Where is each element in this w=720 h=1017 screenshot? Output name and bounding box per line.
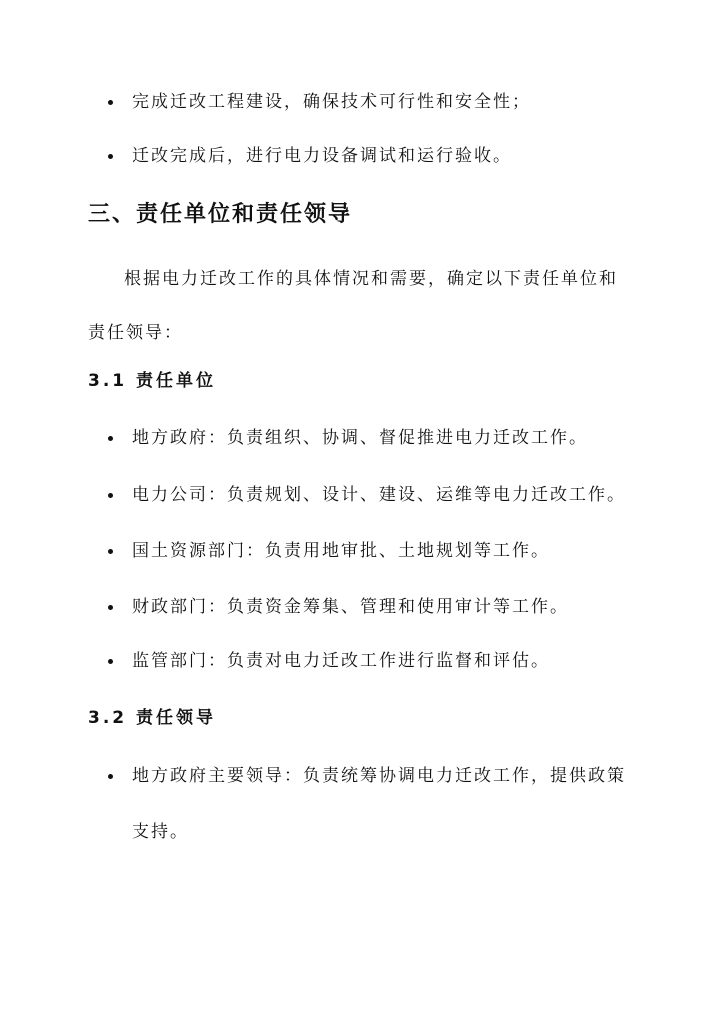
list-item-text: 电力公司：负责规划、设计、建设、运维等电力迁改工作。 [132, 485, 626, 505]
list-item [110, 128, 630, 184]
list-item [110, 579, 630, 635]
list-item [110, 748, 630, 860]
list-item-text: 完成迁改工程建设，确保技术可行性和安全性； [132, 92, 531, 112]
subsection-heading: 3.1 责任单位 [88, 371, 217, 391]
list-item-text: 迁改完成后，进行电力设备调试和运行验收。 [132, 146, 512, 166]
subsection-heading: 3.2 责任领导 [88, 708, 217, 728]
list-item-text: 监管部门：负责对电力迁改工作进行监督和评估。 [132, 651, 550, 671]
bullet-icon [108, 774, 113, 779]
bullet-icon [108, 493, 113, 498]
bullet-icon [108, 549, 113, 554]
list-item-text: 国土资源部门：负责用地审批、土地规划等工作。 [132, 541, 550, 561]
bullet-icon [108, 100, 113, 105]
list-item-text: 财政部门：负责资金筹集、管理和使用审计等工作。 [132, 597, 569, 617]
list-item [110, 523, 630, 579]
list-item [110, 74, 630, 130]
intro-paragraph: 根据电力迁改工作的具体情况和需要，确定以下责任单位和责任领导： [88, 269, 618, 343]
list-item [110, 410, 630, 466]
list-item [110, 633, 630, 689]
bullet-icon [108, 154, 113, 159]
list-item-text: 地方政府：负责组织、协调、督促推进电力迁改工作。 [132, 428, 588, 448]
list-item [110, 467, 630, 523]
bullet-icon [108, 605, 113, 610]
list-item-text: 地方政府主要领导：负责统筹协调电力迁改工作，提供政策支持。 [132, 766, 626, 842]
section-heading: 三、责任单位和责任领导 [88, 202, 353, 227]
bullet-icon [108, 659, 113, 664]
bullet-icon [108, 436, 113, 441]
